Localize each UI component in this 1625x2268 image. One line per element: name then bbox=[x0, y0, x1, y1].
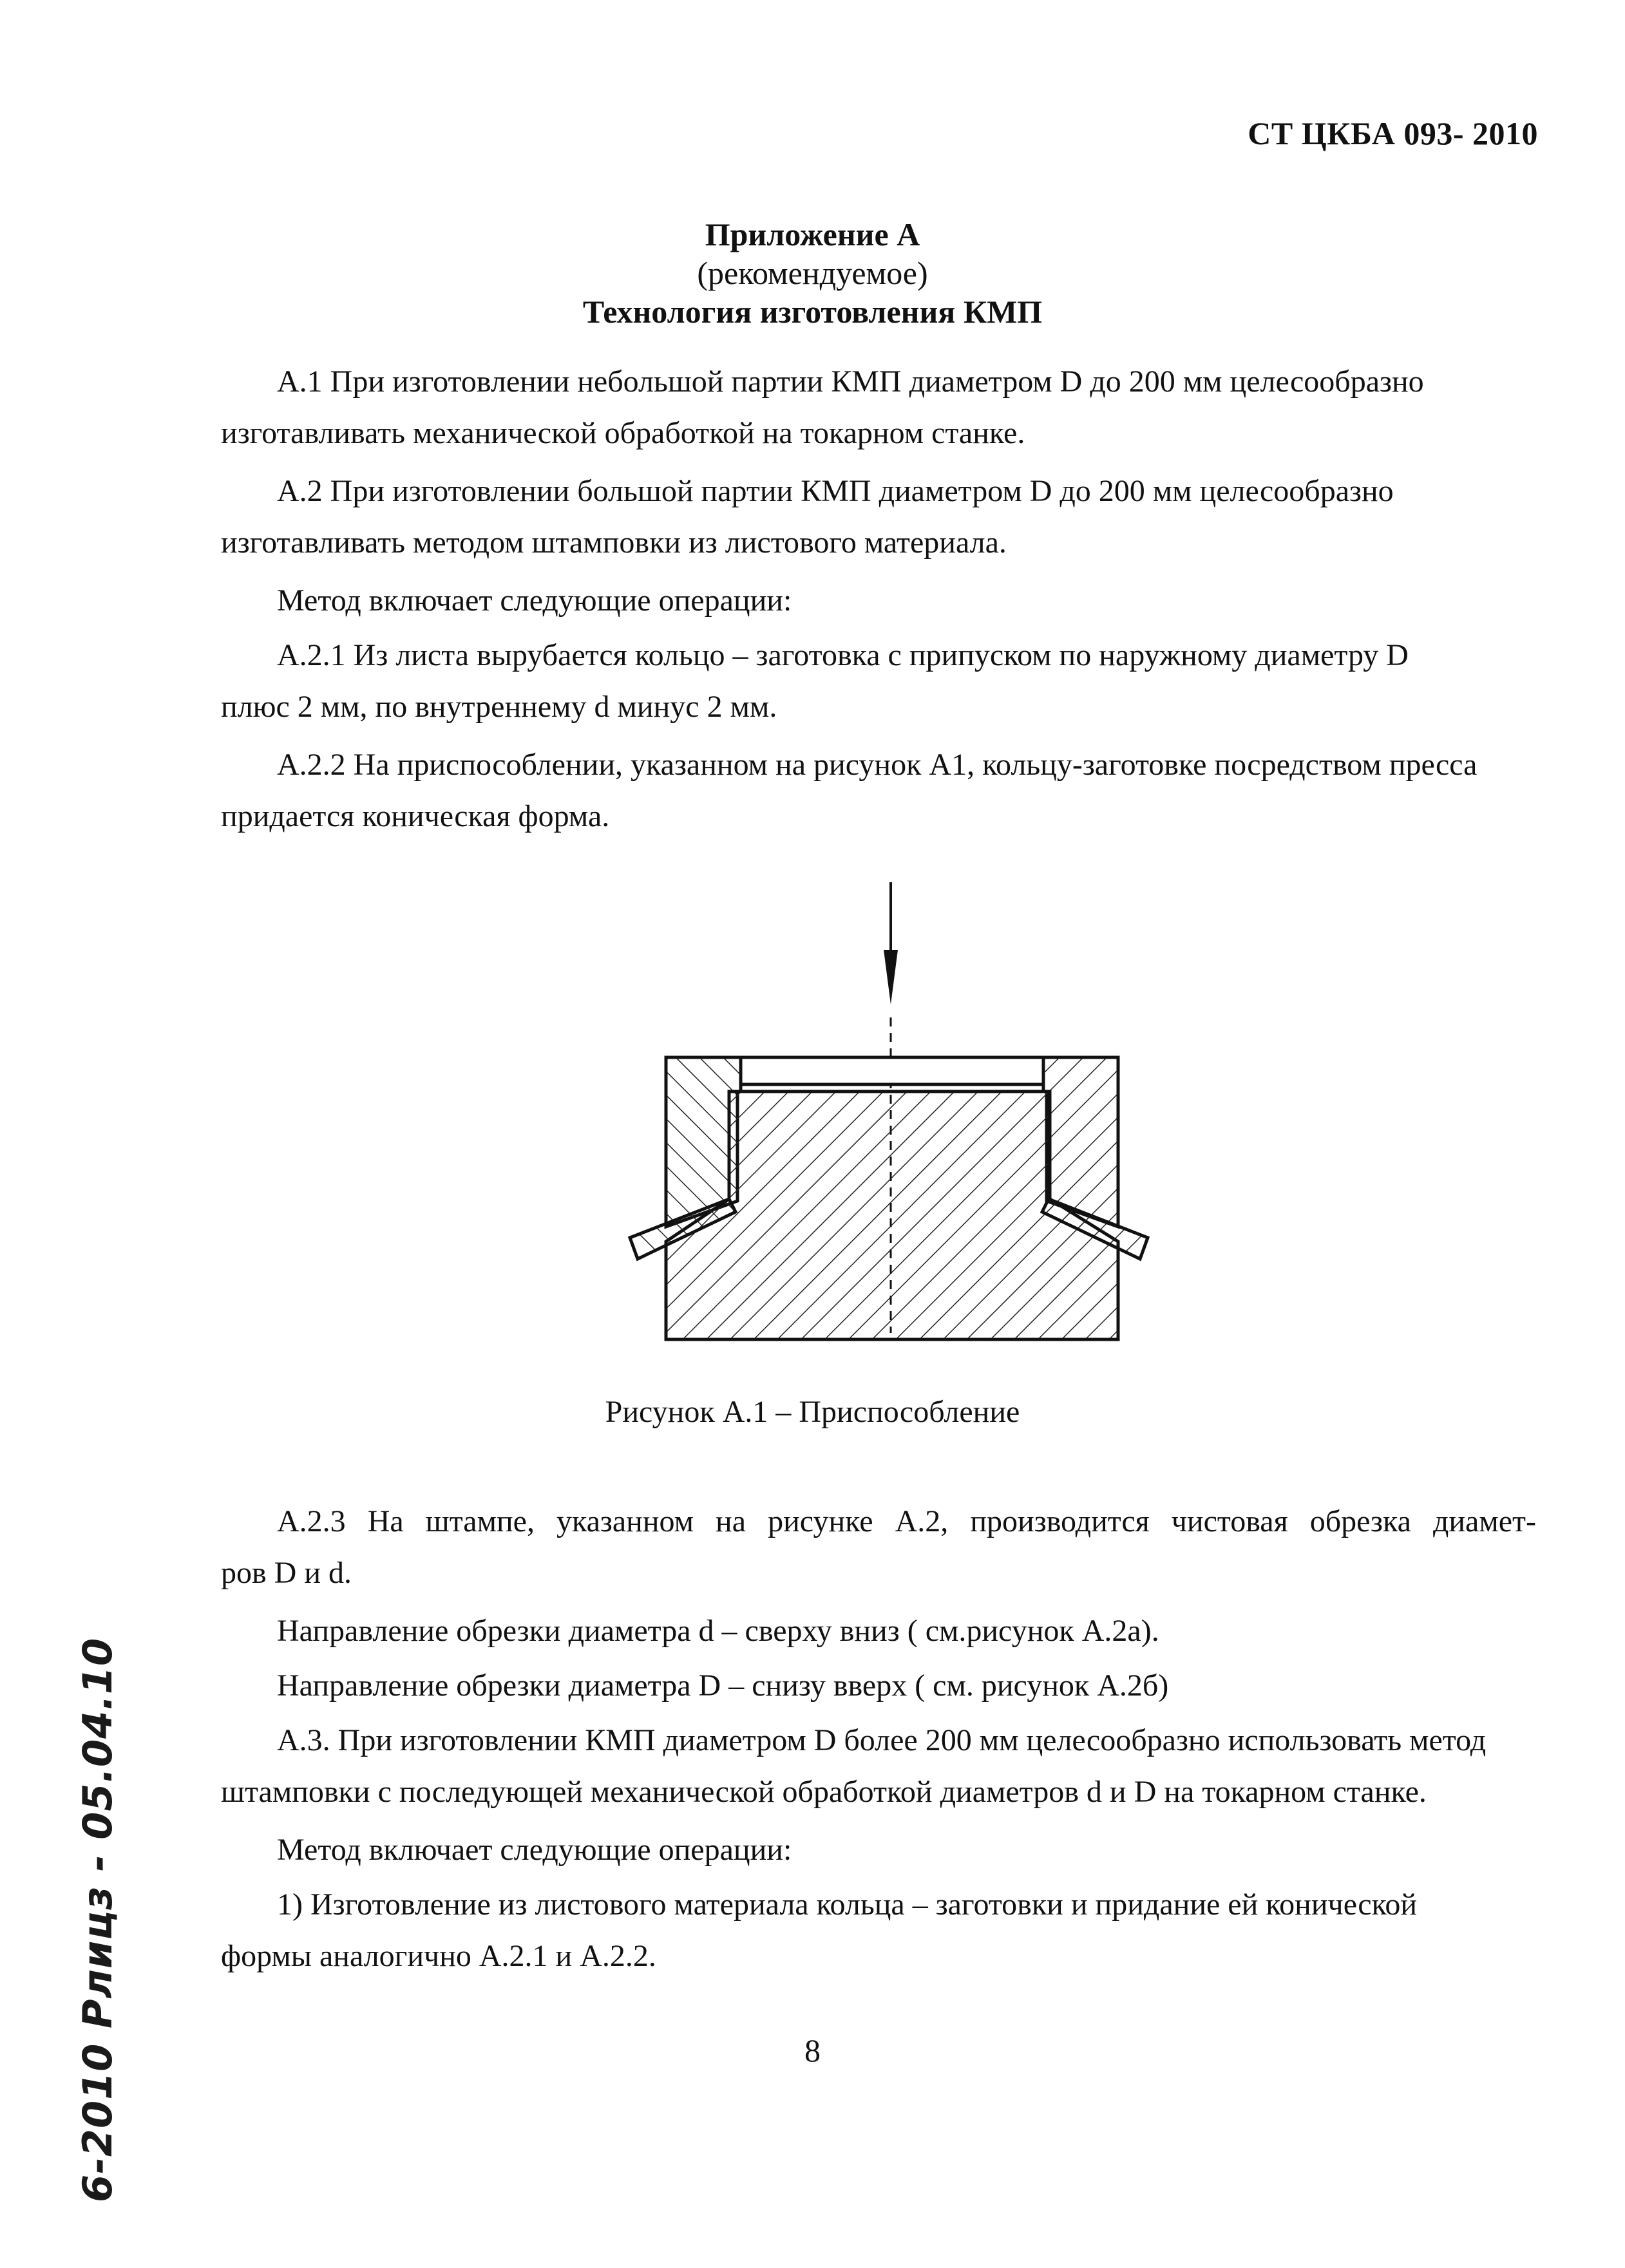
method-intro-2: Метод включает следующие операции: bbox=[277, 1833, 792, 1867]
fixture-drawing bbox=[618, 882, 1159, 1359]
paragraph-a21-line2: плюс 2 мм, по внутреннему d минус 2 мм. bbox=[221, 690, 777, 724]
paragraph-a3-line1: А.3. При изготовлении КМП диаметром D более 200 мм целесообразно использовать метод bbox=[277, 1723, 1487, 1757]
paragraph-a23-line2: ров D и d. bbox=[221, 1556, 352, 1590]
paragraph-a22-line1: А.2.2 На приспособлении, указанном на рисунок А1, кольцу-заготовке посредством пресса bbox=[277, 748, 1478, 782]
paragraph-a2-line2: изготавливать методом штамповки из листового материала. bbox=[221, 525, 1007, 560]
paragraph-a1-line1: А.1 При изготовлении небольшой партии КМП диаметром D до 200 мм целесообразно bbox=[277, 364, 1424, 399]
paragraph-a22-line2: придается коническая форма. bbox=[221, 799, 610, 833]
top-workpiece-strip bbox=[741, 1057, 1043, 1084]
paragraph-a1-line2: изготавливать механической обработкой на токарном станке. bbox=[221, 416, 1025, 450]
operation-1-line2: формы аналогично А.2.1 и А.2.2. bbox=[221, 1939, 656, 1973]
operation-1-line1: 1) Изготовление из листового материала кольца – заготовки и придание ей конической bbox=[277, 1887, 1418, 1922]
paragraph-a3-line2: штамповки с последующей механической обработкой диаметров d и D на токарном станке. bbox=[221, 1775, 1427, 1809]
press-arrow bbox=[884, 882, 898, 1005]
paragraph-a2-line1: А.2 При изготовлении большой партии КМП диаметром D до 200 мм целесообразно bbox=[277, 474, 1394, 508]
direction-D-line: Направление обрезки диаметра D – снизу вверх ( см. рисунок А.2б) bbox=[277, 1668, 1169, 1703]
paragraph-a23-line1: А.2.3 На штампе, указанном на рисунке А.2, производится чистовая обрезка диамет- bbox=[277, 1504, 1536, 1538]
method-intro-1: Метод включает следующие операции: bbox=[277, 583, 792, 618]
appendix-title: Приложение А bbox=[705, 216, 920, 252]
page-number: 8 bbox=[804, 2032, 821, 2068]
handwritten-margin-note: 6-2010 Рлицз - 05.04.10 bbox=[74, 1637, 121, 2202]
direction-d-line: Направление обрезки диаметра d – сверху вниз ( см.рисунок А.2а). bbox=[277, 1614, 1159, 1648]
document-code: СТ ЦКБА 093- 2010 bbox=[1248, 115, 1538, 151]
appendix-status: (рекомендуемое) bbox=[697, 255, 928, 291]
figure-caption: Рисунок А.1 – Приспособление bbox=[605, 1395, 1020, 1429]
paragraph-a21-line1: А.2.1 Из листа вырубается кольцо – заготовка с припуском по наружному диаметру D bbox=[277, 638, 1409, 672]
appendix-heading: Технология изготовления КМП bbox=[582, 294, 1043, 330]
